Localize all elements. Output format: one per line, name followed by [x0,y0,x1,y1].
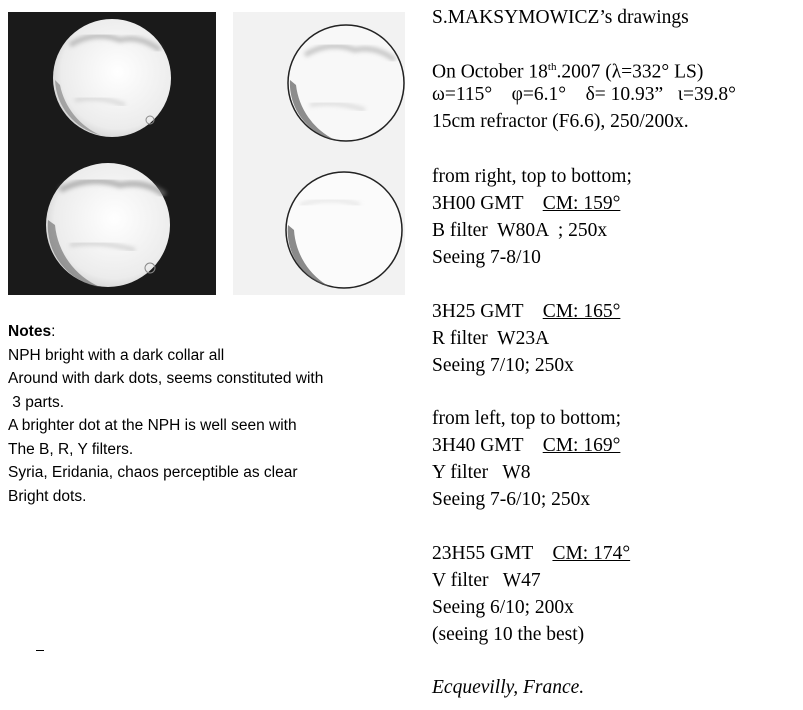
group2-time-row: 3H25 GMT CM: 165° [432,301,621,322]
notes-line: A brighter dot at the NPH is well seen with [8,417,297,434]
mars-disk-bottom-right [286,172,402,288]
notes-line: Bright dots. [8,487,87,505]
group1-seeing: Seeing 7-8/10 [432,247,541,268]
group2-cm: CM: 165° [542,301,621,322]
stray-mark [36,650,44,651]
group1-heading: from right, top to bottom; [432,166,632,187]
location: Ecquevilly, France. [432,677,585,698]
mars-disk-bottom-left [46,163,170,287]
group4-filter: V filter W47 [432,570,541,591]
group3-cm: CM: 169° [542,435,621,456]
group4-note: (seeing 10 the best) [432,624,585,645]
notes-heading: Notes: [8,323,56,340]
group1-cm: CM: 159° [542,193,621,214]
group4-cm: CM: 174° [552,543,631,564]
group1-filter: B filter W80A ; 250x [432,220,608,241]
observation-date: On October 18th.2007 (λ=332° LS) [432,61,704,83]
mars-drawings-figure [0,0,410,300]
notes-line: NPH bright with a dark collar all [8,346,225,364]
header-title: S.MAKSYMOWICZ’s drawings [432,7,689,28]
group2-seeing: Seeing 7/10; 250x [432,355,574,376]
notes-line: Syria, Eridania, chaos perceptible as clear [8,464,298,481]
notes-line: 3 parts. [8,393,64,411]
notes-block [8,320,398,508]
group3-seeing: Seeing 7-6/10; 250x [432,489,591,510]
group2-filter: R filter W23A [432,328,550,349]
notes-line: Around with dark dots, seems constituted with [8,370,324,387]
group3-time-row: 3H40 GMT CM: 169° [432,435,621,456]
group4-seeing: Seeing 6/10; 200x [432,597,574,618]
notes-line: The B, R, Y filters. [8,440,134,458]
group3-heading: from left, top to bottom; [432,408,622,429]
group3-filter: Y filter W8 [432,462,531,483]
observation-params: ω=115° φ=6.1° δ= 10.93” ι=39.8° [432,84,736,105]
mars-disk-top-right [288,25,404,141]
group1-time-row: 3H00 GMT CM: 159° [432,193,621,214]
group4-time-row: 23H55 GMT CM: 174° [432,543,631,564]
mars-disk-top-left [53,19,171,137]
observation-instrument: 15cm refractor (F6.6), 250/200x. [432,111,689,132]
